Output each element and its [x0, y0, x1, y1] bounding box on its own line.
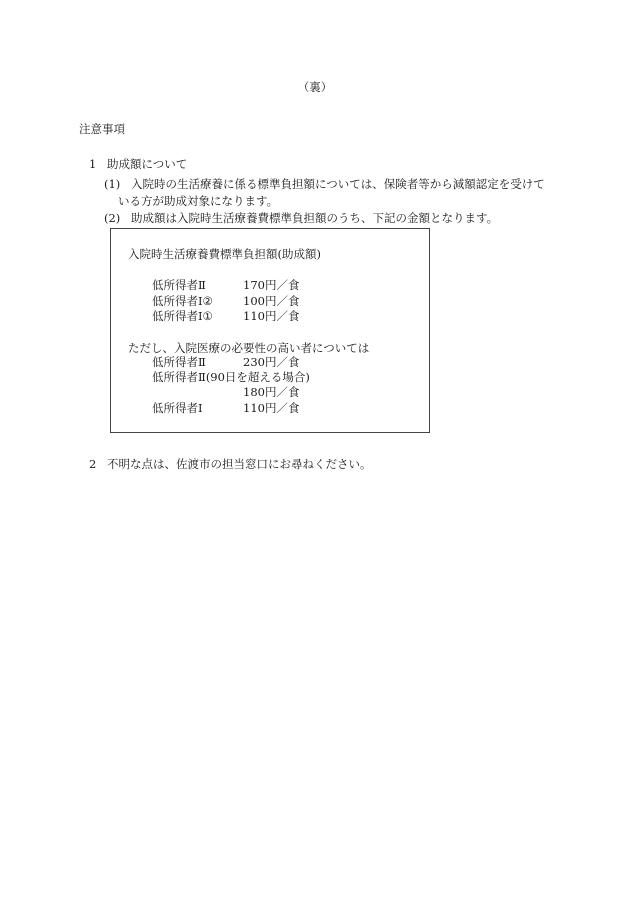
- box-title: 入院時生活療養費標準負担額(助成額): [128, 247, 321, 261]
- sub1-line1: 入院時の生活療養に係る標準負担額については、保険者等から減額認定を受けて: [131, 177, 545, 191]
- section-title: 注意事項: [79, 122, 125, 136]
- item1-heading: 助成額について: [107, 157, 188, 171]
- row2-amount: 230円／食: [243, 355, 300, 369]
- row-amount: 100円／食: [243, 294, 300, 308]
- row-label: 低所得者Ⅰ②: [152, 294, 213, 308]
- sub2-text: 助成額は入院時生活療養費標準負担額のうち、下記の金額となります。: [131, 211, 499, 225]
- row-label: 低所得者Ⅱ: [152, 278, 206, 292]
- row2-label: 低所得者Ⅱ: [152, 355, 206, 369]
- item1-number: 1: [89, 157, 97, 171]
- row-amount: 110円／食: [243, 309, 300, 323]
- row2-amount: 110円／食: [243, 401, 300, 415]
- row-amount: 170円／食: [243, 278, 300, 292]
- sub2-number: (2): [104, 211, 121, 225]
- row2-label: 低所得者Ⅰ: [152, 401, 203, 415]
- item2-number: 2: [89, 457, 97, 471]
- sub1-line2: いる方が助成対象になります。: [118, 194, 279, 208]
- page-title: （裏）: [297, 80, 333, 94]
- row2-label: 低所得者Ⅱ(90日を超える場合): [152, 370, 310, 384]
- row2-amount: 180円／食: [243, 385, 300, 399]
- row-label: 低所得者Ⅰ①: [152, 309, 213, 323]
- sub1-number: (1): [104, 177, 121, 191]
- box-note: ただし、入院医療の必要性の高い者については: [128, 341, 370, 355]
- item2-text: 不明な点は、佐渡市の担当窓口にお尋ねください。: [107, 457, 372, 471]
